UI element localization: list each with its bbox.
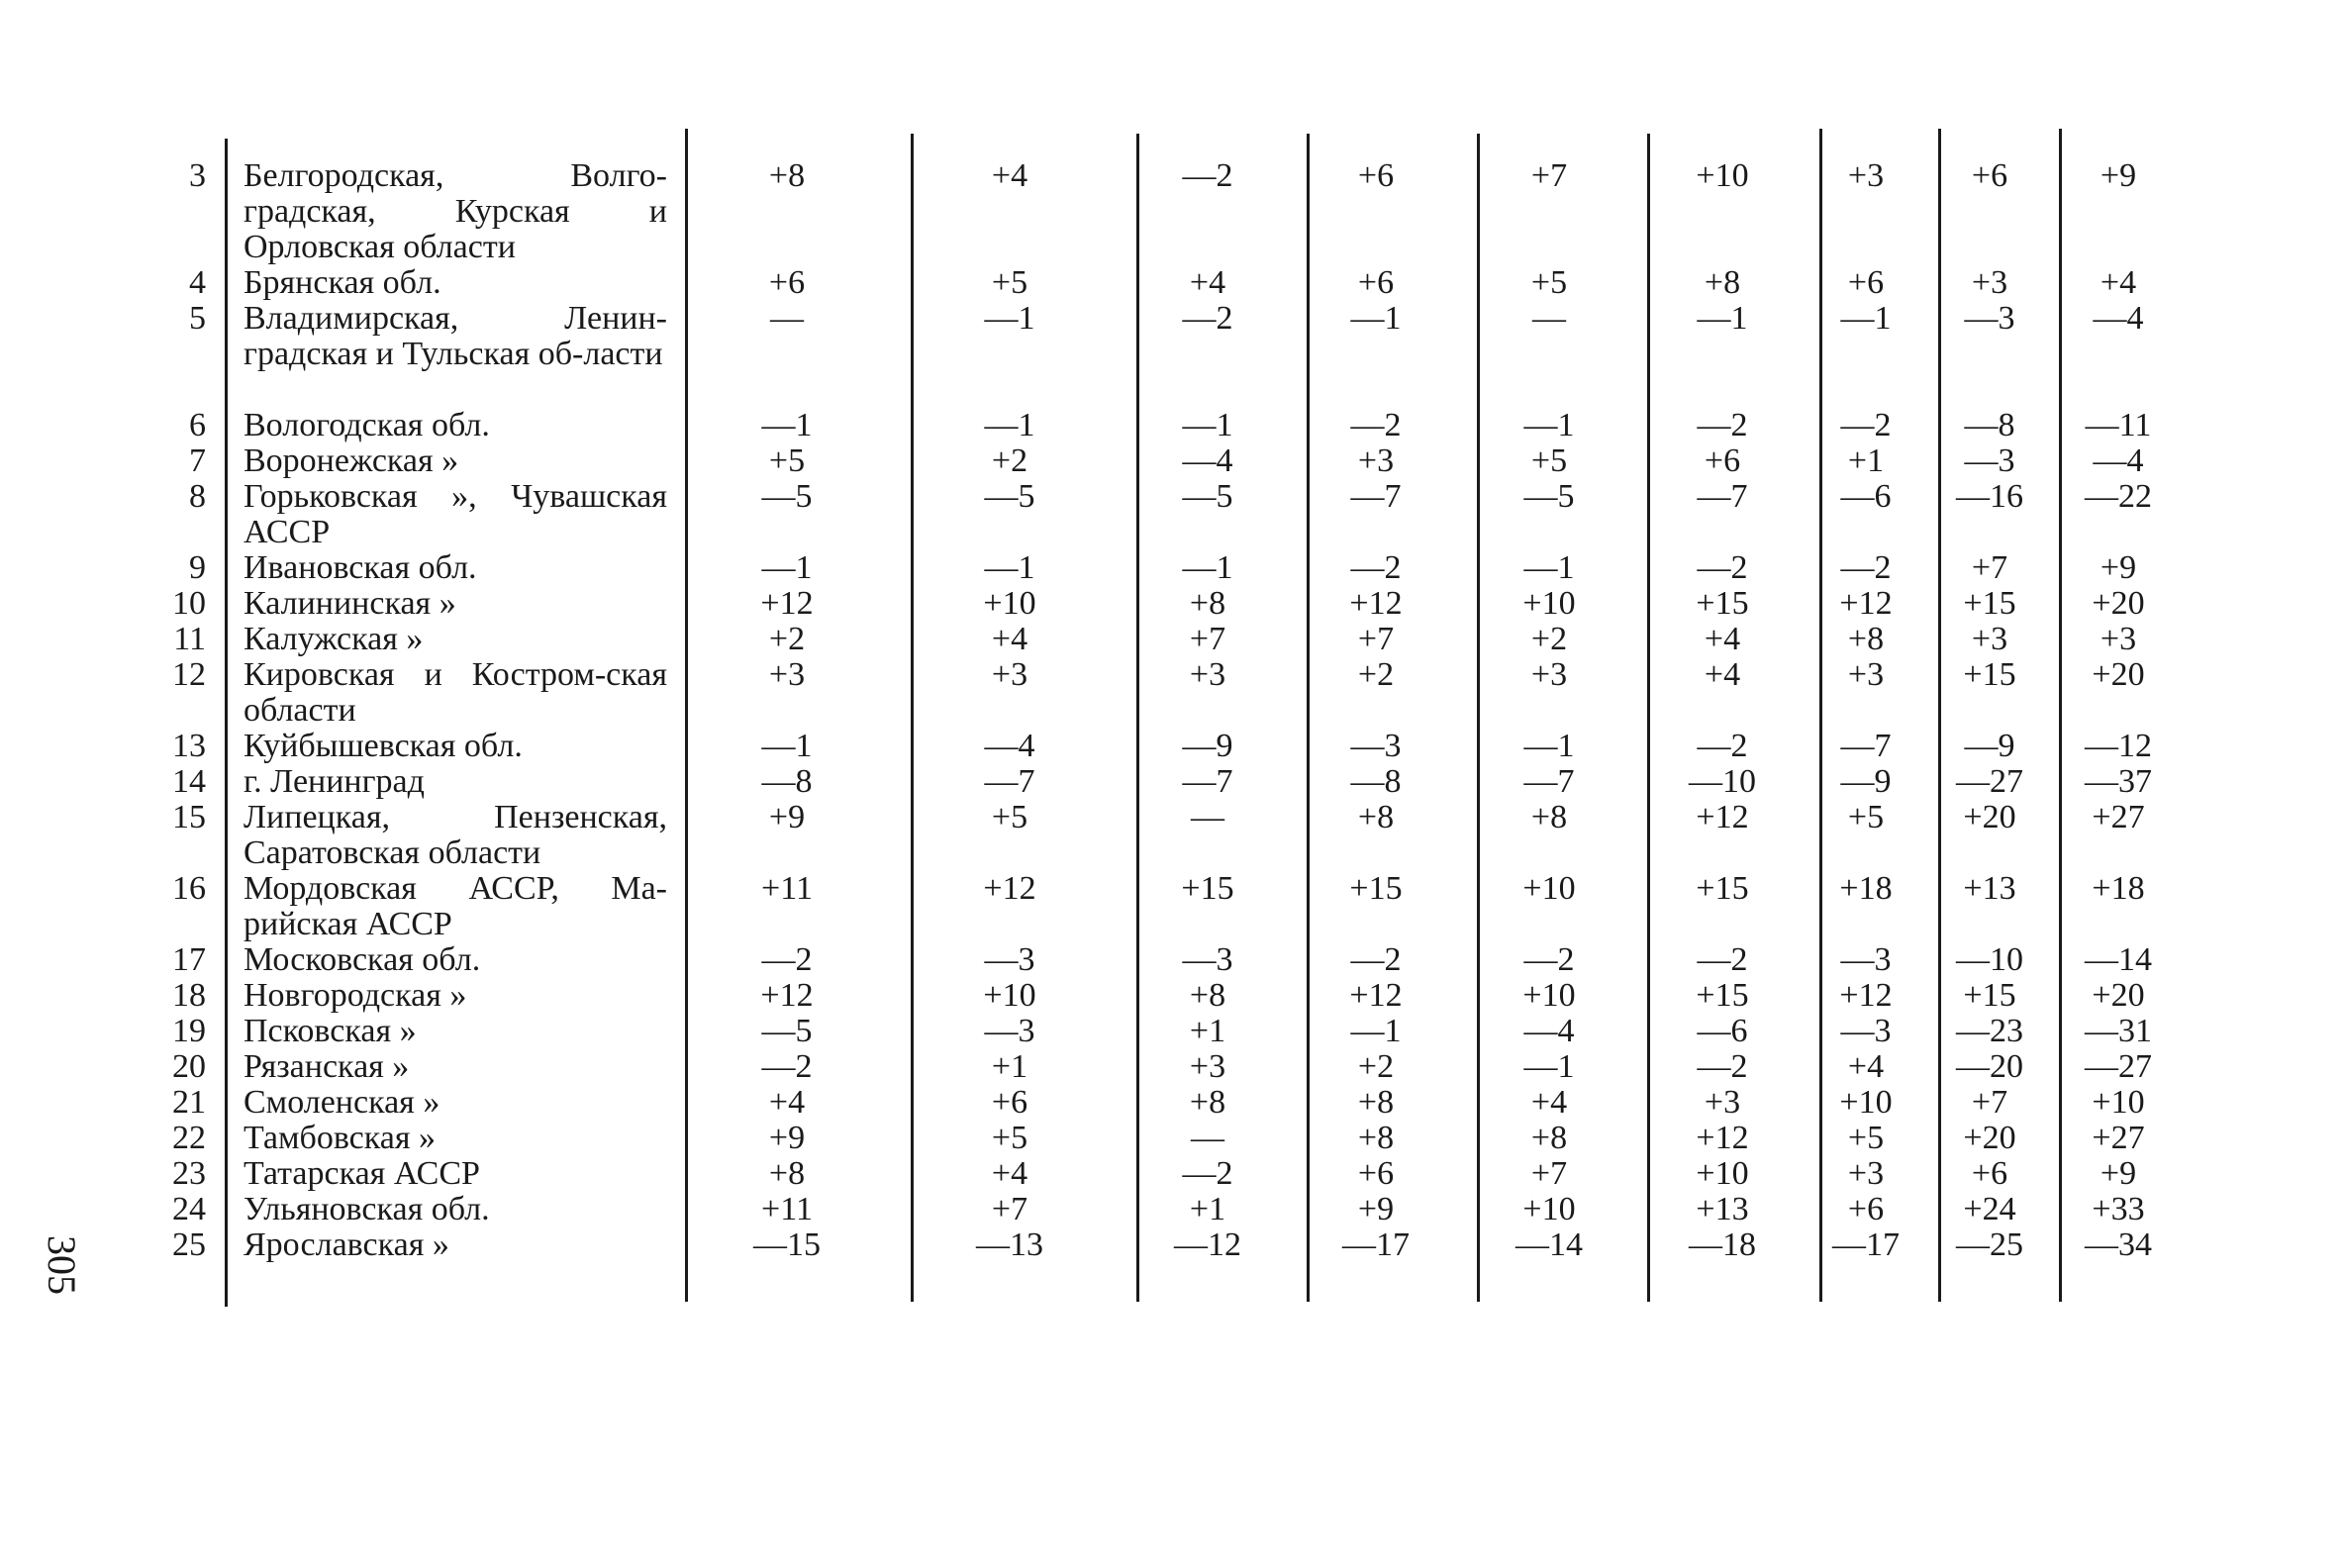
value-cell: —2 — [1350, 941, 1402, 978]
region-name: Горьковская », Чувашская АССР — [244, 478, 667, 550]
value-cell: +20 — [1963, 1120, 2016, 1156]
value-cell: —3 — [1840, 1013, 1892, 1049]
value-cell: —25 — [1956, 1226, 2023, 1263]
value-cell: —2 — [761, 1048, 813, 1085]
value-cell: —8 — [761, 763, 813, 800]
value-cell: —4 — [1523, 1013, 1575, 1049]
value-cell: +6 — [1357, 264, 1395, 301]
value-cell: +12 — [1696, 799, 1749, 835]
value-cell: — — [1532, 300, 1566, 337]
value-cell: +3 — [1189, 1048, 1226, 1085]
value-cell: +8 — [768, 1155, 806, 1192]
region-name: Вологодская обл. — [244, 407, 490, 443]
value-cell: —5 — [1182, 478, 1233, 515]
value-cell: —1 — [1182, 407, 1233, 443]
row-number: 11 — [173, 621, 206, 657]
value-cell: —1 — [1523, 407, 1575, 443]
value-cell: +5 — [1847, 799, 1885, 835]
region-name: Калининская » — [244, 585, 456, 622]
value-cell: —20 — [1956, 1048, 2023, 1085]
value-cell: —17 — [1832, 1226, 1900, 1263]
value-cell: +1 — [1189, 1191, 1226, 1227]
row-number: 23 — [172, 1155, 206, 1192]
value-cell: +5 — [1530, 264, 1568, 301]
value-cell: —10 — [1956, 941, 2023, 978]
value-cell: +4 — [991, 621, 1028, 657]
value-cell: +4 — [991, 1155, 1028, 1192]
region-name: Калужская » — [244, 621, 424, 657]
value-cell: — — [1191, 1120, 1224, 1156]
value-cell: —1 — [1523, 1048, 1575, 1085]
value-cell: —11 — [2085, 407, 2152, 443]
value-cell: +27 — [2092, 799, 2145, 835]
value-cell: —5 — [761, 478, 813, 515]
column-divider — [1477, 134, 1480, 1302]
value-cell: —12 — [2085, 728, 2152, 764]
value-cell: +15 — [1963, 656, 2016, 693]
value-cell: +8 — [1189, 585, 1226, 622]
value-cell: +8 — [1704, 264, 1741, 301]
value-cell: —8 — [1350, 763, 1402, 800]
value-cell: +3 — [1357, 442, 1395, 479]
row-number: 17 — [172, 941, 206, 978]
value-cell: —1 — [1523, 549, 1575, 586]
value-cell: —1 — [984, 407, 1035, 443]
column-divider — [911, 134, 914, 1302]
value-cell: +3 — [1971, 621, 2008, 657]
row-number: 3 — [189, 157, 206, 194]
row-number: 20 — [172, 1048, 206, 1085]
value-cell: +2 — [991, 442, 1028, 479]
value-cell: +6 — [1847, 1191, 1885, 1227]
value-cell: —2 — [1697, 407, 1748, 443]
value-cell: —2 — [1697, 728, 1748, 764]
value-cell: +8 — [1530, 1120, 1568, 1156]
region-name: Воронежская » — [244, 442, 459, 479]
value-cell: +8 — [1357, 1084, 1395, 1121]
value-cell: —2 — [761, 941, 813, 978]
region-name: Ульяновская обл. — [244, 1191, 490, 1227]
value-cell: +4 — [991, 157, 1028, 194]
value-cell: —2 — [1523, 941, 1575, 978]
row-number: 15 — [172, 799, 206, 835]
value-cell: —18 — [1689, 1226, 1756, 1263]
column-divider — [1136, 134, 1139, 1302]
region-name: Псковская » — [244, 1013, 417, 1049]
value-cell: +4 — [1704, 656, 1741, 693]
value-cell: —5 — [984, 478, 1035, 515]
value-cell: —2 — [1182, 157, 1233, 194]
value-cell: +5 — [991, 1120, 1028, 1156]
value-cell: —27 — [1956, 763, 2023, 800]
column-divider — [1647, 134, 1650, 1302]
value-cell: +5 — [991, 264, 1028, 301]
value-cell: —12 — [1174, 1226, 1241, 1263]
value-cell: +12 — [1696, 1120, 1749, 1156]
region-name: Татарская АССР — [244, 1155, 480, 1192]
region-name: Белгородская, Волго-градская, Курская и Орловская области — [244, 157, 667, 265]
value-cell: +9 — [768, 1120, 806, 1156]
value-cell: +8 — [1530, 799, 1568, 835]
value-cell: —6 — [1697, 1013, 1748, 1049]
value-cell: —1 — [761, 407, 813, 443]
value-cell: —23 — [1956, 1013, 2023, 1049]
value-cell: —1 — [1840, 300, 1892, 337]
value-cell: —7 — [984, 763, 1035, 800]
value-cell: —2 — [1350, 549, 1402, 586]
value-cell: — — [1191, 799, 1224, 835]
column-divider — [225, 139, 228, 1307]
value-cell: —27 — [2085, 1048, 2152, 1085]
value-cell: +15 — [1349, 870, 1403, 907]
region-name: Московская обл. — [244, 941, 481, 978]
value-cell: +7 — [1189, 621, 1226, 657]
value-cell: +10 — [1522, 977, 1576, 1014]
value-cell: —4 — [2093, 300, 2144, 337]
value-cell: +8 — [1189, 977, 1226, 1014]
value-cell: +20 — [2092, 585, 2145, 622]
value-cell: —13 — [976, 1226, 1043, 1263]
value-cell: —3 — [1964, 442, 2015, 479]
value-cell: +10 — [1696, 157, 1749, 194]
value-cell: —4 — [1182, 442, 1233, 479]
value-cell: —2 — [1697, 941, 1748, 978]
value-cell: —2 — [1182, 300, 1233, 337]
column-divider — [685, 129, 688, 1302]
region-name: Куйбышевская обл. — [244, 728, 523, 764]
value-cell: +24 — [1963, 1191, 2016, 1227]
row-number: 25 — [172, 1226, 206, 1263]
value-cell: +3 — [2100, 621, 2137, 657]
value-cell: —1 — [984, 300, 1035, 337]
value-cell: +13 — [1696, 1191, 1749, 1227]
value-cell: +4 — [1189, 264, 1226, 301]
value-cell: +1 — [991, 1048, 1028, 1085]
value-cell: —1 — [1697, 300, 1748, 337]
row-number: 12 — [172, 656, 206, 693]
value-cell: +1 — [1189, 1013, 1226, 1049]
value-cell: +6 — [1971, 157, 2008, 194]
value-cell: +3 — [991, 656, 1028, 693]
value-cell: +20 — [2092, 977, 2145, 1014]
value-cell: +2 — [1530, 621, 1568, 657]
value-cell: +8 — [1357, 799, 1395, 835]
region-name: Новгородская » — [244, 977, 467, 1014]
region-name: Ярославская » — [244, 1226, 449, 1263]
value-cell: +3 — [1847, 157, 1885, 194]
row-number: 14 — [172, 763, 206, 800]
value-cell: —2 — [1697, 549, 1748, 586]
value-cell: +2 — [768, 621, 806, 657]
value-cell: —1 — [1350, 300, 1402, 337]
value-cell: —1 — [1523, 728, 1575, 764]
value-cell: +7 — [1971, 549, 2008, 586]
value-cell: +9 — [1357, 1191, 1395, 1227]
region-name: Мордовская АССР, Ма-рийская АССР — [244, 870, 667, 942]
value-cell: —6 — [1840, 478, 1892, 515]
value-cell: —3 — [1350, 728, 1402, 764]
region-name: Рязанская » — [244, 1048, 410, 1085]
value-cell: —1 — [761, 549, 813, 586]
value-cell: +11 — [761, 870, 813, 907]
value-cell: +9 — [2100, 549, 2137, 586]
page-number: 305 — [40, 1235, 84, 1295]
region-name: Смоленская » — [244, 1084, 440, 1121]
value-cell: —2 — [1350, 407, 1402, 443]
value-cell: +4 — [2100, 264, 2137, 301]
value-cell: —2 — [1697, 1048, 1748, 1085]
value-cell: —3 — [984, 941, 1035, 978]
value-cell: +2 — [1357, 656, 1395, 693]
value-cell: +9 — [2100, 157, 2137, 194]
value-cell: +4 — [1530, 1084, 1568, 1121]
value-cell: +12 — [760, 585, 814, 622]
value-cell: +8 — [1189, 1084, 1226, 1121]
value-cell: +12 — [1839, 977, 1893, 1014]
value-cell: +5 — [1530, 442, 1568, 479]
value-cell: +15 — [1696, 870, 1749, 907]
row-number: 24 — [172, 1191, 206, 1227]
row-number: 13 — [172, 728, 206, 764]
row-number: 19 — [172, 1013, 206, 1049]
region-name: Липецкая, Пензенская, Саратовская области — [244, 799, 667, 871]
row-number: 18 — [172, 977, 206, 1014]
row-number: 5 — [189, 300, 206, 337]
value-cell: —5 — [761, 1013, 813, 1049]
value-cell: +6 — [768, 264, 806, 301]
value-cell: +7 — [1530, 157, 1568, 194]
value-cell: +27 — [2092, 1120, 2145, 1156]
row-number: 9 — [189, 549, 206, 586]
value-cell: —5 — [1523, 478, 1575, 515]
value-cell: —16 — [1956, 478, 2023, 515]
region-name: Ивановская обл. — [244, 549, 477, 586]
column-divider — [1307, 134, 1310, 1302]
value-cell: +6 — [1357, 1155, 1395, 1192]
value-cell: +7 — [1530, 1155, 1568, 1192]
value-cell: — — [770, 300, 804, 337]
value-cell: +3 — [1847, 656, 1885, 693]
value-cell: —7 — [1182, 763, 1233, 800]
value-cell: +13 — [1963, 870, 2016, 907]
value-cell: +15 — [1963, 585, 2016, 622]
value-cell: +10 — [983, 977, 1036, 1014]
value-cell: +7 — [991, 1191, 1028, 1227]
value-cell: —7 — [1350, 478, 1402, 515]
value-cell: —3 — [1840, 941, 1892, 978]
value-cell: —15 — [753, 1226, 821, 1263]
value-cell: +5 — [768, 442, 806, 479]
value-cell: +10 — [1839, 1084, 1893, 1121]
row-number: 6 — [189, 407, 206, 443]
value-cell: —7 — [1697, 478, 1748, 515]
value-cell: +8 — [1847, 621, 1885, 657]
value-cell: —2 — [1182, 1155, 1233, 1192]
value-cell: +9 — [768, 799, 806, 835]
value-cell: —37 — [2085, 763, 2152, 800]
value-cell: +9 — [2100, 1155, 2137, 1192]
value-cell: +15 — [1696, 977, 1749, 1014]
value-cell: +15 — [1181, 870, 1234, 907]
value-cell: +4 — [1704, 621, 1741, 657]
region-name: Тамбовская » — [244, 1120, 437, 1156]
value-cell: —9 — [1840, 763, 1892, 800]
value-cell: —8 — [1964, 407, 2015, 443]
row-number: 8 — [189, 478, 206, 515]
value-cell: +2 — [1357, 1048, 1395, 1085]
value-cell: +11 — [761, 1191, 813, 1227]
value-cell: —34 — [2085, 1226, 2152, 1263]
row-number: 21 — [172, 1084, 206, 1121]
row-number: 7 — [189, 442, 206, 479]
value-cell: +10 — [1522, 585, 1576, 622]
value-cell: —2 — [1840, 549, 1892, 586]
value-cell: +20 — [2092, 656, 2145, 693]
value-cell: —4 — [984, 728, 1035, 764]
value-cell: +8 — [1357, 1120, 1395, 1156]
value-cell: —17 — [1342, 1226, 1410, 1263]
value-cell: +3 — [1189, 656, 1226, 693]
value-cell: +10 — [1696, 1155, 1749, 1192]
value-cell: +12 — [760, 977, 814, 1014]
value-cell: +18 — [1839, 870, 1893, 907]
value-cell: +3 — [1847, 1155, 1885, 1192]
value-cell: —4 — [2093, 442, 2144, 479]
value-cell: +3 — [768, 656, 806, 693]
value-cell: —7 — [1523, 763, 1575, 800]
value-cell: +12 — [1349, 585, 1403, 622]
value-cell: +6 — [1704, 442, 1741, 479]
value-cell: +10 — [2092, 1084, 2145, 1121]
value-cell: +8 — [768, 157, 806, 194]
value-cell: —3 — [1964, 300, 2015, 337]
value-cell: +7 — [1971, 1084, 2008, 1121]
row-number: 16 — [172, 870, 206, 907]
value-cell: +5 — [991, 799, 1028, 835]
value-cell: +6 — [1971, 1155, 2008, 1192]
value-cell: +3 — [1530, 656, 1568, 693]
value-cell: +3 — [1704, 1084, 1741, 1121]
value-cell: —1 — [984, 549, 1035, 586]
value-cell: +33 — [2092, 1191, 2145, 1227]
value-cell: +20 — [1963, 799, 2016, 835]
value-cell: +7 — [1357, 621, 1395, 657]
region-name: Брянская обл. — [244, 264, 441, 301]
value-cell: —14 — [2085, 941, 2152, 978]
value-cell: +4 — [1847, 1048, 1885, 1085]
value-cell: +6 — [1847, 264, 1885, 301]
value-cell: —9 — [1182, 728, 1233, 764]
value-cell: —3 — [984, 1013, 1035, 1049]
value-cell: +12 — [1349, 977, 1403, 1014]
value-cell: +12 — [983, 870, 1036, 907]
value-cell: —1 — [1350, 1013, 1402, 1049]
region-name: г. Ленинград — [244, 763, 425, 800]
value-cell: —1 — [761, 728, 813, 764]
value-cell: +12 — [1839, 585, 1893, 622]
value-cell: —31 — [2085, 1013, 2152, 1049]
region-name: Кировская и Костром-ская области — [244, 656, 667, 729]
value-cell: —1 — [1182, 549, 1233, 586]
value-cell: +5 — [1847, 1120, 1885, 1156]
value-cell: +4 — [768, 1084, 806, 1121]
value-cell: +3 — [1971, 264, 2008, 301]
value-cell: +10 — [1522, 870, 1576, 907]
value-cell: +18 — [2092, 870, 2145, 907]
value-cell: +10 — [1522, 1191, 1576, 1227]
value-cell: —7 — [1840, 728, 1892, 764]
value-cell: —3 — [1182, 941, 1233, 978]
value-cell: +6 — [991, 1084, 1028, 1121]
value-cell: +15 — [1963, 977, 2016, 1014]
value-cell: —10 — [1689, 763, 1756, 800]
value-cell: —14 — [1515, 1226, 1583, 1263]
value-cell: —22 — [2085, 478, 2152, 515]
region-name: Владимирская, Ленин-градская и Тульская об-ласти — [244, 300, 667, 372]
value-cell: —2 — [1840, 407, 1892, 443]
value-cell: +1 — [1847, 442, 1885, 479]
row-number: 10 — [172, 585, 206, 622]
value-cell: +6 — [1357, 157, 1395, 194]
row-number: 4 — [189, 264, 206, 301]
value-cell: +10 — [983, 585, 1036, 622]
value-cell: —9 — [1964, 728, 2015, 764]
value-cell: +15 — [1696, 585, 1749, 622]
row-number: 22 — [172, 1120, 206, 1156]
